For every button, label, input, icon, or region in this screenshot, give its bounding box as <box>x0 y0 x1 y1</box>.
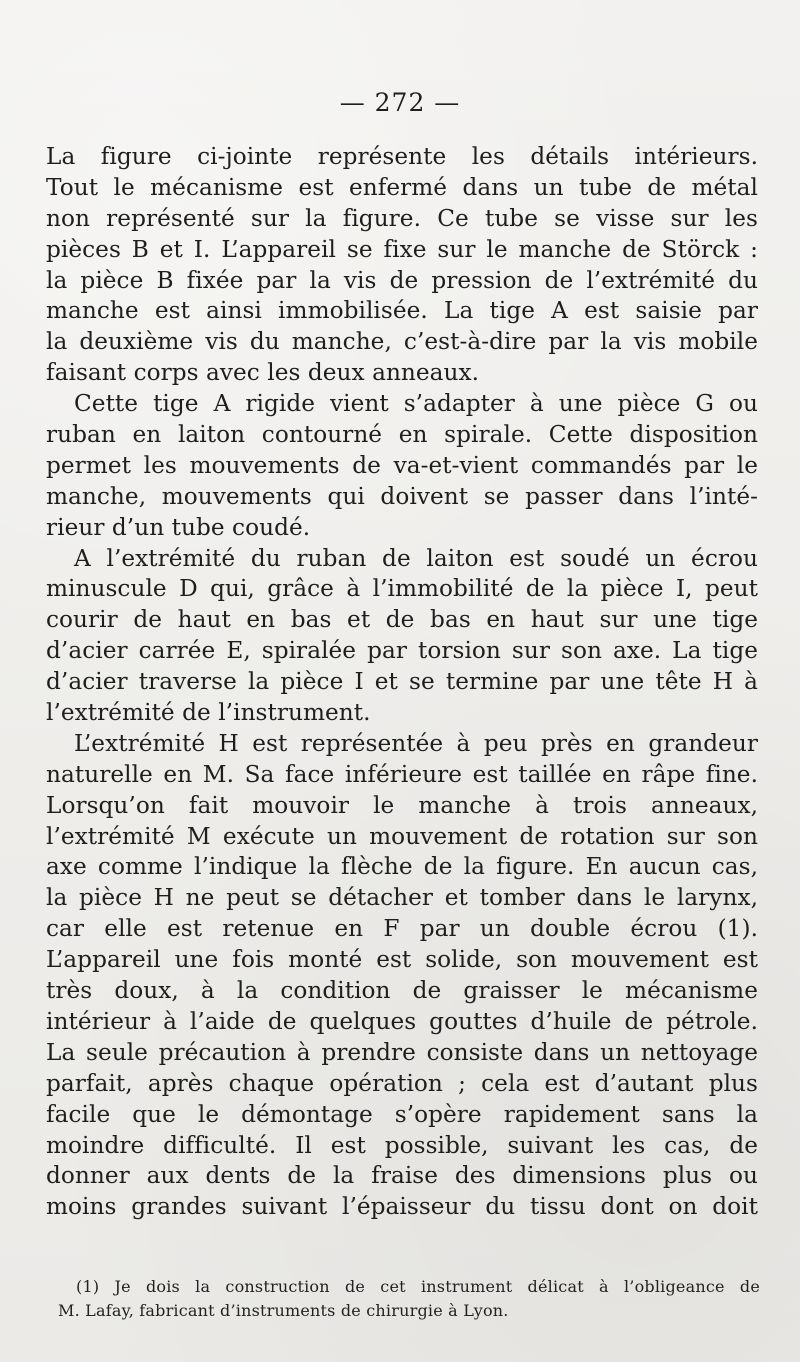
text-line: moins grandes suivant l’épaisseur du tissu dont on doit <box>46 1193 758 1221</box>
footnote-line: (1) Je dois la construction de cet instrument délicat à l’obligeance de <box>76 1277 760 1296</box>
text-line: car elle est retenue en F par un double écrou (1). <box>46 915 758 943</box>
text-line: naturelle en M. Sa face inférieure est taillée en râpe fine. <box>46 760 758 788</box>
text-line: la deuxième vis du manche, c’est-à-dire par la vis mobile <box>46 328 758 356</box>
body-text <box>46 142 758 1223</box>
text-line: La seule précaution à prendre consiste dans un nettoyage <box>46 1038 758 1066</box>
text-line: ruban en laiton contourné en spirale. Cette disposition <box>46 421 758 449</box>
footnote-line: M. Lafay, fabricant d’instruments de chirurgie à Lyon. <box>58 1301 509 1320</box>
text-line: permet les mouvements de va-et-vient commandés par le <box>46 451 758 479</box>
text-line: minuscule D qui, grâce à l’immobilité de la pièce I, peut <box>46 575 758 603</box>
page-number: — 272 — <box>339 88 461 117</box>
text-line: pièces B et I. L’appareil se fixe sur le manche de Störck : <box>46 235 758 263</box>
text-line: La figure ci-jointe représente les détails intérieurs. <box>46 143 758 170</box>
text-line: l’extrémité M exécute un mouvement de rotation sur son <box>46 822 758 850</box>
text-line: facile que le démontage s’opère rapidement sans la <box>46 1100 758 1128</box>
text-line: rieur d’un tube coudé. <box>46 513 311 541</box>
text-line: L’extrémité H est représentée à peu près en grandeur <box>74 729 758 757</box>
text-line: d’acier carrée E, spiralée par torsion sur son axe. La tige <box>46 637 758 665</box>
text-line: manche, mouvements qui doivent se passer dans l’inté- <box>46 482 758 510</box>
text-line: A l’extrémité du ruban de laiton est soudé un écrou <box>74 544 758 572</box>
footnote <box>58 1275 760 1323</box>
text-line: intérieur à l’aide de quelques gouttes d’huile de pétrole. <box>46 1007 758 1035</box>
text-line: donner aux dents de la fraise des dimensions plus ou <box>46 1162 758 1190</box>
text-line: d’acier traverse la pièce I et se termine par une tête H à <box>46 668 758 696</box>
text-line: moindre difficulté. Il est possible, suivant les cas, de <box>46 1131 758 1159</box>
text-line: Lorsqu’on fait mouvoir le manche à trois anneaux, <box>46 791 758 819</box>
text-line: la pièce B fixée par la vis de pression de l’extrémité du <box>46 266 758 294</box>
text-line: faisant corps avec les deux anneaux. <box>46 359 480 387</box>
text-line: l’extrémité de l’instrument. <box>46 699 371 727</box>
text-line: manche est ainsi immobilisée. La tige A est saisie par <box>46 297 758 325</box>
text-line: non représenté sur la figure. Ce tube se visse sur les <box>46 204 758 232</box>
text-line: très doux, à la condition de graisser le mécanisme <box>46 977 758 1005</box>
text-line: la pièce H ne peut se détacher et tomber dans le larynx, <box>46 884 758 912</box>
text-line: axe comme l’indique la flèche de la figure. En aucun cas, <box>46 853 758 881</box>
text-line: Tout le mécanisme est enfermé dans un tube de métal <box>46 173 758 201</box>
text-line: Cette tige A rigide vient s’adapter à une pièce G ou <box>74 390 758 418</box>
text-line: courir de haut en bas et de bas en haut sur une tige <box>46 606 758 634</box>
text-line: parfait, après chaque opération ; cela est d’autant plus <box>46 1069 758 1097</box>
text-line: L’appareil une fois monté est solide, son mouvement est <box>46 946 758 974</box>
